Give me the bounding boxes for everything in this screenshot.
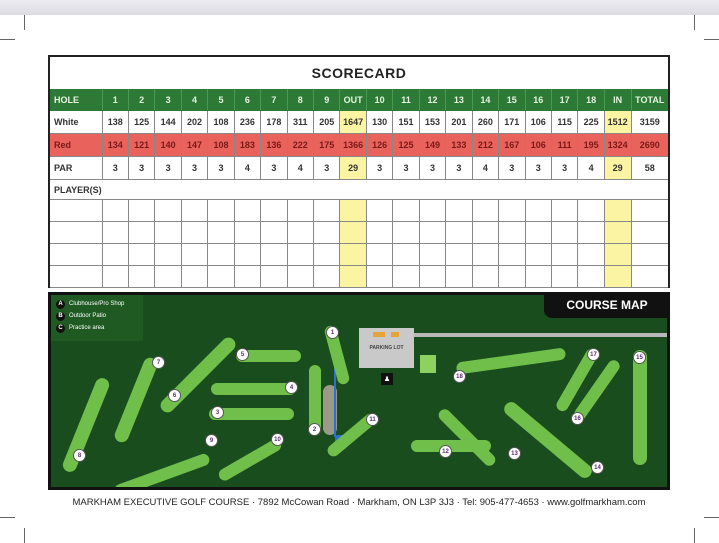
score-cell: 1647 xyxy=(340,111,366,134)
player-score-row xyxy=(49,266,669,288)
player-score-cell[interactable] xyxy=(578,266,604,288)
player-score-cell[interactable] xyxy=(234,266,260,288)
legend-item xyxy=(56,322,138,334)
tee-row-par xyxy=(49,157,669,180)
hole-header-cell: 17 xyxy=(551,90,577,111)
score-cell: 3 xyxy=(393,157,419,180)
player-score-cell[interactable] xyxy=(525,222,551,244)
access-road xyxy=(401,333,670,337)
player-score-cell[interactable] xyxy=(314,200,340,222)
legend-key-icon: B xyxy=(56,312,65,321)
score-cell: 3 xyxy=(366,157,392,180)
player-score-cell[interactable] xyxy=(419,244,445,266)
score-cell: 3 xyxy=(181,157,207,180)
score-cell: 167 xyxy=(499,134,525,157)
score-cell: 3 xyxy=(208,157,234,180)
clubhouse-building xyxy=(391,332,399,337)
hole-header-cell: 13 xyxy=(446,90,472,111)
hole-header-cell: 6 xyxy=(234,90,260,111)
crop-mark xyxy=(704,517,719,518)
players-label: PLAYER(S) xyxy=(49,180,669,200)
player-score-cell[interactable] xyxy=(234,222,260,244)
score-cell: 115 xyxy=(551,111,577,134)
score-cell: 106 xyxy=(525,111,551,134)
player-score-cell[interactable] xyxy=(287,244,313,266)
hole-header-cell: 12 xyxy=(419,90,445,111)
player-score-cell[interactable] xyxy=(261,244,287,266)
score-cell: 4 xyxy=(578,157,604,180)
player-score-cell[interactable] xyxy=(446,222,472,244)
score-cell: 1366 xyxy=(340,134,366,157)
fairway-15 xyxy=(633,350,647,465)
player-score-cell[interactable] xyxy=(604,222,631,244)
player-score-cell[interactable] xyxy=(631,200,669,222)
player-score-cell[interactable] xyxy=(472,244,498,266)
hole-number-row xyxy=(49,90,669,111)
score-cell: 3 xyxy=(155,157,181,180)
score-cell: 4 xyxy=(234,157,260,180)
player-score-cell[interactable] xyxy=(181,266,207,288)
course-contact-footer: MARKHAM EXECUTIVE GOLF COURSE · 7892 McCowan Road · Markham, ON L3P 3J3 · Tel: 905-477-4653 · www.golfmarkham.com xyxy=(72,497,646,508)
player-score-row xyxy=(49,200,669,222)
hole-marker-1: 1 xyxy=(326,326,339,339)
score-cell: 108 xyxy=(208,111,234,134)
hole-marker-6: 6 xyxy=(168,389,181,402)
player-score-cell[interactable] xyxy=(155,200,181,222)
hole-marker-15: 15 xyxy=(633,351,646,364)
player-score-cell[interactable] xyxy=(419,222,445,244)
score-cell: 149 xyxy=(419,134,445,157)
score-cell: 212 xyxy=(472,134,498,157)
legend-item xyxy=(56,298,138,310)
score-cell: 151 xyxy=(393,111,419,134)
player-score-cell[interactable] xyxy=(287,200,313,222)
score-cell: 202 xyxy=(181,111,207,134)
course-map xyxy=(48,292,670,490)
player-score-cell[interactable] xyxy=(234,200,260,222)
hole-marker-8: 8 xyxy=(73,449,86,462)
player-score-cell[interactable] xyxy=(393,266,419,288)
fairway-7 xyxy=(113,356,160,445)
player-score-cell[interactable] xyxy=(340,244,366,266)
player-score-cell[interactable] xyxy=(128,244,154,266)
score-cell: 108 xyxy=(208,134,234,157)
fairway-8 xyxy=(61,376,111,474)
score-cell: 29 xyxy=(604,157,631,180)
player-score-cell[interactable] xyxy=(525,200,551,222)
player-score-cell[interactable] xyxy=(604,266,631,288)
score-cell: 4 xyxy=(287,157,313,180)
player-score-cell[interactable] xyxy=(102,222,128,244)
player-score-cell[interactable] xyxy=(128,200,154,222)
player-score-cell[interactable] xyxy=(366,200,392,222)
fairway-6 xyxy=(158,335,239,416)
fairway-4 xyxy=(211,383,296,395)
player-score-cell[interactable] xyxy=(631,244,669,266)
player-name-cell[interactable] xyxy=(49,200,102,222)
player-score-cell[interactable] xyxy=(155,266,181,288)
crop-mark xyxy=(24,15,25,30)
player-score-cell[interactable] xyxy=(287,266,313,288)
score-cell: 222 xyxy=(287,134,313,157)
hole-marker-4: 4 xyxy=(285,381,298,394)
player-score-cell[interactable] xyxy=(472,266,498,288)
player-score-cell[interactable] xyxy=(393,244,419,266)
hole-header-cell: 14 xyxy=(472,90,498,111)
player-score-cell[interactable] xyxy=(128,222,154,244)
player-score-cell[interactable] xyxy=(181,222,207,244)
hole-header-cell: 8 xyxy=(287,90,313,111)
score-cell: 111 xyxy=(551,134,577,157)
score-cell: 147 xyxy=(181,134,207,157)
player-score-cell[interactable] xyxy=(314,244,340,266)
score-cell: 138 xyxy=(102,111,128,134)
players-header-row xyxy=(49,180,669,200)
player-score-cell[interactable] xyxy=(340,266,366,288)
player-score-row xyxy=(49,222,669,244)
hole-header-cell: 10 xyxy=(366,90,392,111)
hole-marker-11: 11 xyxy=(366,413,379,426)
player-score-cell[interactable] xyxy=(604,200,631,222)
player-score-cell[interactable] xyxy=(499,222,525,244)
score-cell: 134 xyxy=(102,134,128,157)
player-score-cell[interactable] xyxy=(366,266,392,288)
hole-marker-14: 14 xyxy=(591,461,604,474)
parking-lot: PARKING LOT xyxy=(359,328,414,368)
hole-marker-10: 10 xyxy=(271,433,284,446)
player-score-cell[interactable] xyxy=(525,266,551,288)
hole-marker-13: 13 xyxy=(508,447,521,460)
player-score-cell[interactable] xyxy=(181,244,207,266)
score-cell: 260 xyxy=(472,111,498,134)
player-score-cell[interactable] xyxy=(340,222,366,244)
viewer-top-bar xyxy=(0,0,719,15)
player-score-cell[interactable] xyxy=(578,244,604,266)
legend-key-icon: C xyxy=(56,324,65,333)
player-score-cell[interactable] xyxy=(446,200,472,222)
score-cell: 3 xyxy=(314,157,340,180)
score-cell: 125 xyxy=(128,111,154,134)
player-score-cell[interactable] xyxy=(314,266,340,288)
score-cell: 178 xyxy=(261,111,287,134)
row-label: White xyxy=(49,111,102,134)
course-map-title: COURSE MAP xyxy=(544,292,670,318)
hole-header-cell: 16 xyxy=(525,90,551,111)
crop-mark xyxy=(0,517,15,518)
crop-mark xyxy=(694,528,695,543)
player-score-cell[interactable] xyxy=(551,200,577,222)
player-name-cell[interactable] xyxy=(49,222,102,244)
player-score-cell[interactable] xyxy=(393,222,419,244)
hole-marker-2: 2 xyxy=(308,423,321,436)
score-cell: 236 xyxy=(234,111,260,134)
hole-header-cell: 1 xyxy=(102,90,128,111)
player-score-cell[interactable] xyxy=(102,200,128,222)
hole-marker-18: 18 xyxy=(453,370,466,383)
player-score-cell[interactable] xyxy=(102,266,128,288)
score-cell: 3159 xyxy=(631,111,669,134)
hole-header-cell: 7 xyxy=(261,90,287,111)
player-score-cell[interactable] xyxy=(551,244,577,266)
legend-label: Outdoor Patio xyxy=(69,313,107,319)
player-score-cell[interactable] xyxy=(419,266,445,288)
score-cell: 205 xyxy=(314,111,340,134)
score-cell: 3 xyxy=(261,157,287,180)
player-score-cell[interactable] xyxy=(208,266,234,288)
score-cell: 130 xyxy=(366,111,392,134)
player-score-cell[interactable] xyxy=(631,266,669,288)
score-cell: 311 xyxy=(287,111,313,134)
fairway-18 xyxy=(456,347,567,374)
player-score-cell[interactable] xyxy=(604,244,631,266)
score-cell: 195 xyxy=(578,134,604,157)
score-cell: 3 xyxy=(419,157,445,180)
hole-header-cell: 5 xyxy=(208,90,234,111)
player-score-cell[interactable] xyxy=(208,200,234,222)
hole-header-cell: 3 xyxy=(155,90,181,111)
player-score-cell[interactable] xyxy=(551,266,577,288)
player-score-cell[interactable] xyxy=(261,200,287,222)
crop-mark xyxy=(704,39,719,40)
score-cell: 133 xyxy=(446,134,472,157)
crop-mark xyxy=(694,15,695,30)
scorecard-title: SCORECARD xyxy=(48,55,670,89)
player-score-cell[interactable] xyxy=(287,222,313,244)
score-cell: 106 xyxy=(525,134,551,157)
hole-header-cell: OUT xyxy=(340,90,366,111)
hole-marker-5: 5 xyxy=(236,348,249,361)
row-label: Red xyxy=(49,134,102,157)
player-score-row xyxy=(49,244,669,266)
practice-green xyxy=(420,355,436,373)
player-score-cell[interactable] xyxy=(366,244,392,266)
hole-header-cell: TOTAL xyxy=(631,90,669,111)
player-score-cell[interactable] xyxy=(340,200,366,222)
player-score-cell[interactable] xyxy=(208,222,234,244)
crop-mark xyxy=(24,528,25,543)
score-cell: 1512 xyxy=(604,111,631,134)
score-cell: 140 xyxy=(155,134,181,157)
hole-marker-12: 12 xyxy=(439,445,452,458)
player-score-cell[interactable] xyxy=(155,244,181,266)
hole-header-cell: 9 xyxy=(314,90,340,111)
player-score-cell[interactable] xyxy=(208,244,234,266)
score-cell: 125 xyxy=(393,134,419,157)
player-score-cell[interactable] xyxy=(472,222,498,244)
player-score-cell[interactable] xyxy=(578,200,604,222)
player-score-cell[interactable] xyxy=(181,200,207,222)
score-cell: 1324 xyxy=(604,134,631,157)
legend-label: Practice area xyxy=(69,325,105,331)
row-label: PAR xyxy=(49,157,102,180)
score-cell: 3 xyxy=(499,157,525,180)
player-score-cell[interactable] xyxy=(499,244,525,266)
score-cell: 29 xyxy=(340,157,366,180)
player-score-cell[interactable] xyxy=(234,244,260,266)
score-cell: 175 xyxy=(314,134,340,157)
score-cell: 2690 xyxy=(631,134,669,157)
tee-row-red xyxy=(49,134,669,157)
score-cell: 171 xyxy=(499,111,525,134)
player-score-cell[interactable] xyxy=(578,222,604,244)
patio-building xyxy=(373,332,385,337)
player-score-cell[interactable] xyxy=(102,244,128,266)
player-score-cell[interactable] xyxy=(155,222,181,244)
hole-header-cell: 18 xyxy=(578,90,604,111)
score-cell: 58 xyxy=(631,157,669,180)
player-score-cell[interactable] xyxy=(472,200,498,222)
hole-marker-16: 16 xyxy=(571,412,584,425)
row-label: HOLE xyxy=(49,90,102,111)
hole-marker-17: 17 xyxy=(587,348,600,361)
score-cell: 3 xyxy=(551,157,577,180)
score-cell: 3 xyxy=(128,157,154,180)
score-cell: 153 xyxy=(419,111,445,134)
hole-header-cell: IN xyxy=(604,90,631,111)
player-name-cell[interactable] xyxy=(49,244,102,266)
player-score-cell[interactable] xyxy=(551,222,577,244)
player-score-cell[interactable] xyxy=(261,222,287,244)
player-score-cell[interactable] xyxy=(419,200,445,222)
hole-header-cell: 15 xyxy=(499,90,525,111)
score-cell: 121 xyxy=(128,134,154,157)
hole-header-cell: 11 xyxy=(393,90,419,111)
player-score-cell[interactable] xyxy=(261,266,287,288)
player-score-cell[interactable] xyxy=(446,244,472,266)
score-cell: 183 xyxy=(234,134,260,157)
legend-label: Clubhouse/Pro Shop xyxy=(69,301,125,307)
player-score-cell[interactable] xyxy=(314,222,340,244)
player-score-cell[interactable] xyxy=(499,200,525,222)
hole-header-cell: 4 xyxy=(181,90,207,111)
restroom-icon: ♟ xyxy=(381,373,393,385)
tee-row-white xyxy=(49,111,669,134)
hole-header-cell: 2 xyxy=(128,90,154,111)
fairway-13 xyxy=(436,407,498,469)
fairway-9 xyxy=(113,452,211,490)
legend-key-icon: A xyxy=(56,300,65,309)
score-cell: 144 xyxy=(155,111,181,134)
score-cell: 3 xyxy=(446,157,472,180)
crop-mark xyxy=(0,39,15,40)
player-score-cell[interactable] xyxy=(525,244,551,266)
player-score-cell[interactable] xyxy=(393,200,419,222)
hole-marker-3: 3 xyxy=(211,406,224,419)
score-cell: 201 xyxy=(446,111,472,134)
score-cell: 225 xyxy=(578,111,604,134)
hole-marker-9: 9 xyxy=(205,434,218,447)
scorecard-document xyxy=(48,55,670,490)
player-score-cell[interactable] xyxy=(499,266,525,288)
player-score-cell[interactable] xyxy=(366,222,392,244)
player-score-cell[interactable] xyxy=(631,222,669,244)
legend-item xyxy=(56,310,138,322)
score-cell: 136 xyxy=(261,134,287,157)
player-score-cell[interactable] xyxy=(446,266,472,288)
map-legend xyxy=(51,295,143,341)
score-cell: 4 xyxy=(472,157,498,180)
score-cell: 126 xyxy=(366,134,392,157)
score-cell: 3 xyxy=(102,157,128,180)
player-name-cell[interactable] xyxy=(49,266,102,288)
player-score-cell[interactable] xyxy=(128,266,154,288)
score-cell: 3 xyxy=(525,157,551,180)
scorecard-table xyxy=(48,89,670,288)
hole-marker-7: 7 xyxy=(152,356,165,369)
